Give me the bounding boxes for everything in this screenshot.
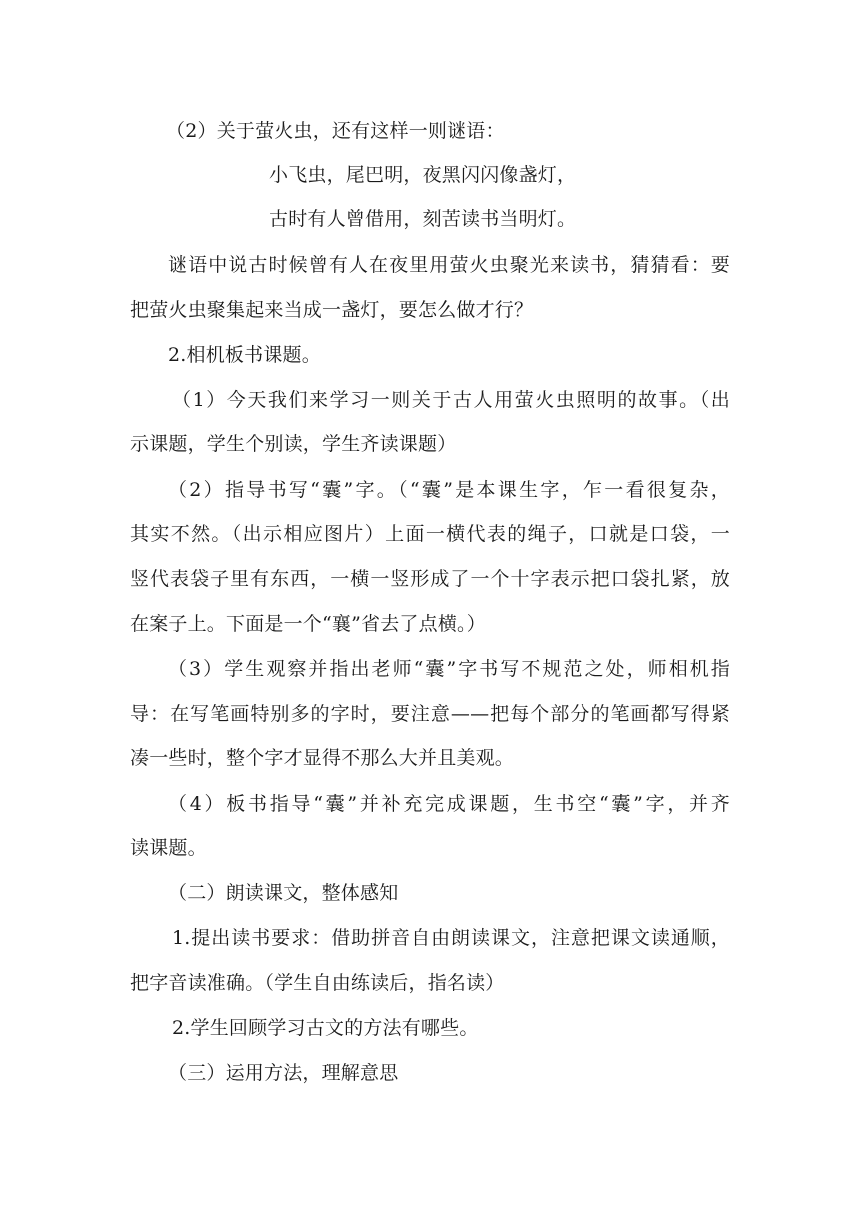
step-2-2-line-4: 在案子上。下面是一个“襄”省去了点横。） [130,613,486,635]
step-2-4-line-2: 读课题。 [130,837,207,859]
step-2-3-line-1: （3）学生观察并指出老师“囊”字书写不规范之处，师相机指 [168,658,730,680]
riddle-line-1: 小飞虫，尾巴明，夜黑闪闪像盏灯， [269,164,577,186]
step-2-1-line-2: 示课题，学生个别读，学生齐读课题） [130,433,457,455]
paragraph-riddle-line-2: 把萤火虫聚集起来当成一盏灯，要怎么做才行？ [130,299,534,321]
section-2-step-1-line-1: 1.提出读书要求：借助拼音自由朗读课文，注意把课文读通顺， [172,927,730,949]
step-2-1-line-1: （1）今天我们来学习一则关于古人用萤火虫照明的故事。（出 [172,389,730,411]
section-2-step-1-line-2: 把字音读准确。（学生自由练读后，指名读） [130,972,505,994]
section-3-heading: （三）运用方法，理解意思 [168,1062,399,1084]
step-2-2-line-2: 其实不然。（出示相应图片）上面一横代表的绳子，口就是口袋，一 [130,523,730,545]
step-2-3-line-2: 导：在写笔画特别多的字时，要注意——把每个部分的笔画都写得紧 [130,703,730,725]
step-2-2-line-3: 竖代表袋子里有东西，一横一竖形成了一个十字表示把口袋扎紧，放 [130,568,730,590]
riddle-intro: （2）关于萤火虫，还有这样一则谜语： [166,120,505,142]
step-2-2-line-1: （2）指导书写“囊”字。（“囊”是本课生字，乍一看很复杂， [168,479,730,501]
section-2-step-2: 2.学生回顾学习古文的方法有哪些。 [172,1017,479,1039]
riddle-line-2: 古时有人曾借用，刻苦读书当明灯。 [269,208,577,230]
step-2-heading: 2.相机板书课题。 [168,344,321,366]
step-2-3-line-3: 凑一些时，整个字才显得不那么大并且美观。 [130,747,515,769]
step-2-4-line-1: （4）板书指导“囊”并补充完成课题，生书空“囊”字，并齐 [168,793,730,815]
paragraph-riddle-line-1: 谜语中说古时候曾有人在夜里用萤火虫聚光来读书，猜猜看：要 [168,254,730,276]
section-2-heading: （二）朗读课文，整体感知 [168,882,399,904]
